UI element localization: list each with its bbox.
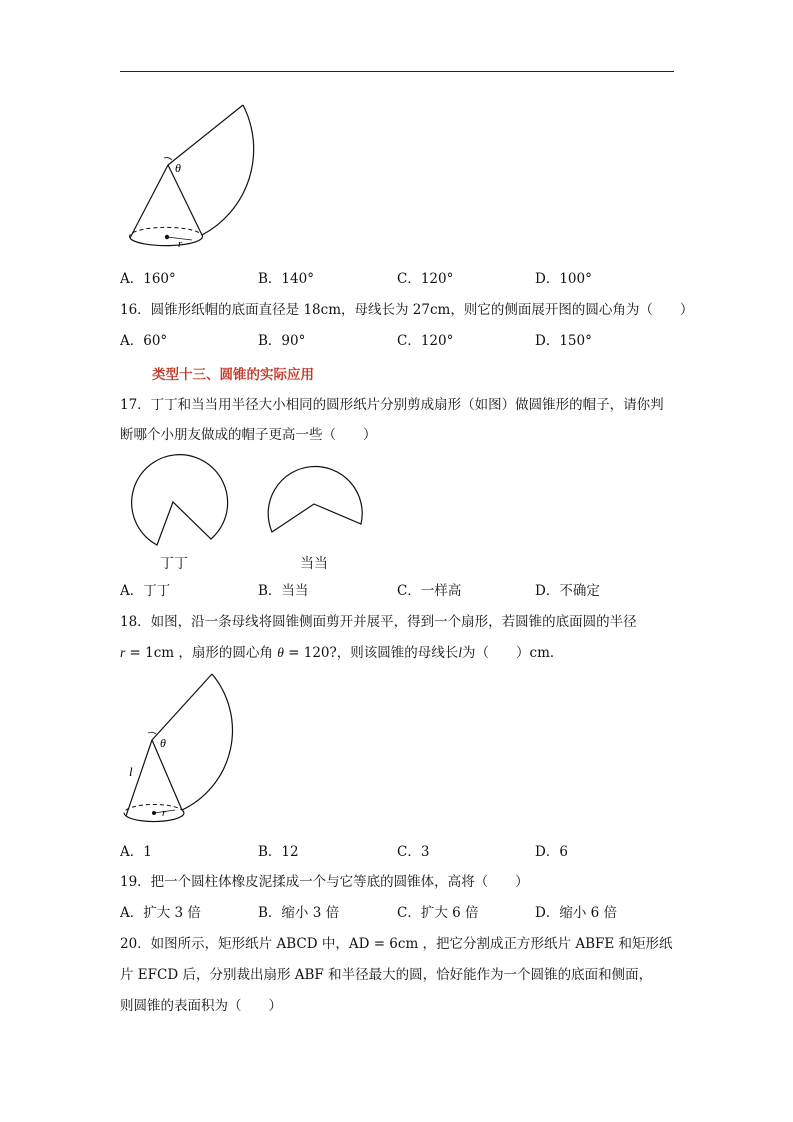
theta-label: θ	[175, 161, 181, 175]
q15-option-a: A．160°	[120, 271, 176, 287]
q17-stem-line1: 17．丁丁和当当用半径大小相同的圆形纸片分别剪成扇形（如图）做圆锥形的帽子，请你判	[120, 397, 664, 413]
q19-option-d: D．缩小 6 倍	[535, 905, 617, 921]
dangdang-sector-figure	[262, 458, 372, 558]
q15-option-d: D．100°	[535, 271, 592, 287]
q17-option-a: A．丁丁	[120, 583, 171, 599]
r-label: r	[162, 807, 167, 819]
q18-l-symbol: l	[458, 645, 463, 660]
q15-option-c: C．120°	[397, 271, 454, 287]
q19-option-b: B．缩小 3 倍	[258, 905, 340, 921]
q18-theta-symbol: θ	[277, 645, 284, 660]
theta-label: θ	[160, 736, 166, 750]
q20-line3: 则圆锥的表面积为（ ）	[120, 998, 282, 1014]
q16-option-b: B．90°	[258, 333, 306, 349]
dangdang-label: 当当	[300, 556, 328, 572]
dingding-label: 丁丁	[160, 556, 188, 572]
q16-option-a: A．60°	[120, 333, 168, 349]
q18-r-symbol: r	[120, 645, 126, 660]
q16-stem: 16．圆锥形纸帽的底面直径是 18cm，母线长为 27cm，则它的侧面展开图的圆心角为（ ）	[120, 302, 694, 318]
q19-stem: 19．把一个圆柱体橡皮泥揉成一个与它等底的圆锥体，高将（ ）	[120, 874, 529, 890]
q18-option-a: A．1	[120, 844, 152, 860]
l-label: l	[129, 764, 133, 779]
section-heading: 类型十三、圆锥的实际应用	[152, 367, 314, 383]
q18-text-f: 为（ ）cm．	[462, 645, 564, 661]
q18-text-d: = 120?，则该圆锥的母线长	[283, 645, 459, 661]
r-label: r	[178, 238, 183, 250]
q18-option-d: D．6	[535, 844, 568, 860]
q19-option-c: C．扩大 6 倍	[397, 905, 479, 921]
q18-stem-line1: 18．如图，沿一条母线将圆锥侧面剪开并展平，得到一个扇形，若圆锥的底面圆的半径	[120, 614, 637, 630]
header-rule	[120, 71, 674, 72]
q18-stem-line2	[120, 644, 563, 662]
q15-option-b: B．140°	[258, 271, 314, 287]
q17-option-d: D．不确定	[535, 583, 600, 599]
q20-line2: 片 EFCD 后，分别裁出扇形 ABF 和半径最大的圆，恰好能作为一个圆锥的底面和侧面，	[120, 967, 653, 983]
q17-option-b: B．当当	[258, 583, 309, 599]
q18-option-b: B．12	[258, 844, 299, 860]
q20-line1: 20．如图所示，矩形纸片 ABCD 中，AD = 6cm ，把它分割成正方形纸片 ABFE 和矩形纸	[120, 936, 673, 952]
cone-sector-figure-q18	[120, 670, 260, 835]
q18-text-b: = 1cm ，扇形的圆心角	[125, 645, 278, 661]
q17-option-c: C．一样高	[397, 583, 462, 599]
q18-option-c: C．3	[397, 844, 430, 860]
dingding-sector-figure	[120, 452, 230, 552]
q19-option-a: A．扩大 3 倍	[120, 905, 201, 921]
q17-stem-line2: 断哪个小朋友做成的帽子更高一些（ ）	[120, 427, 377, 443]
cone-sector-figure-q15	[120, 100, 260, 260]
q16-option-d: D．150°	[535, 333, 592, 349]
q16-option-c: C．120°	[397, 333, 454, 349]
